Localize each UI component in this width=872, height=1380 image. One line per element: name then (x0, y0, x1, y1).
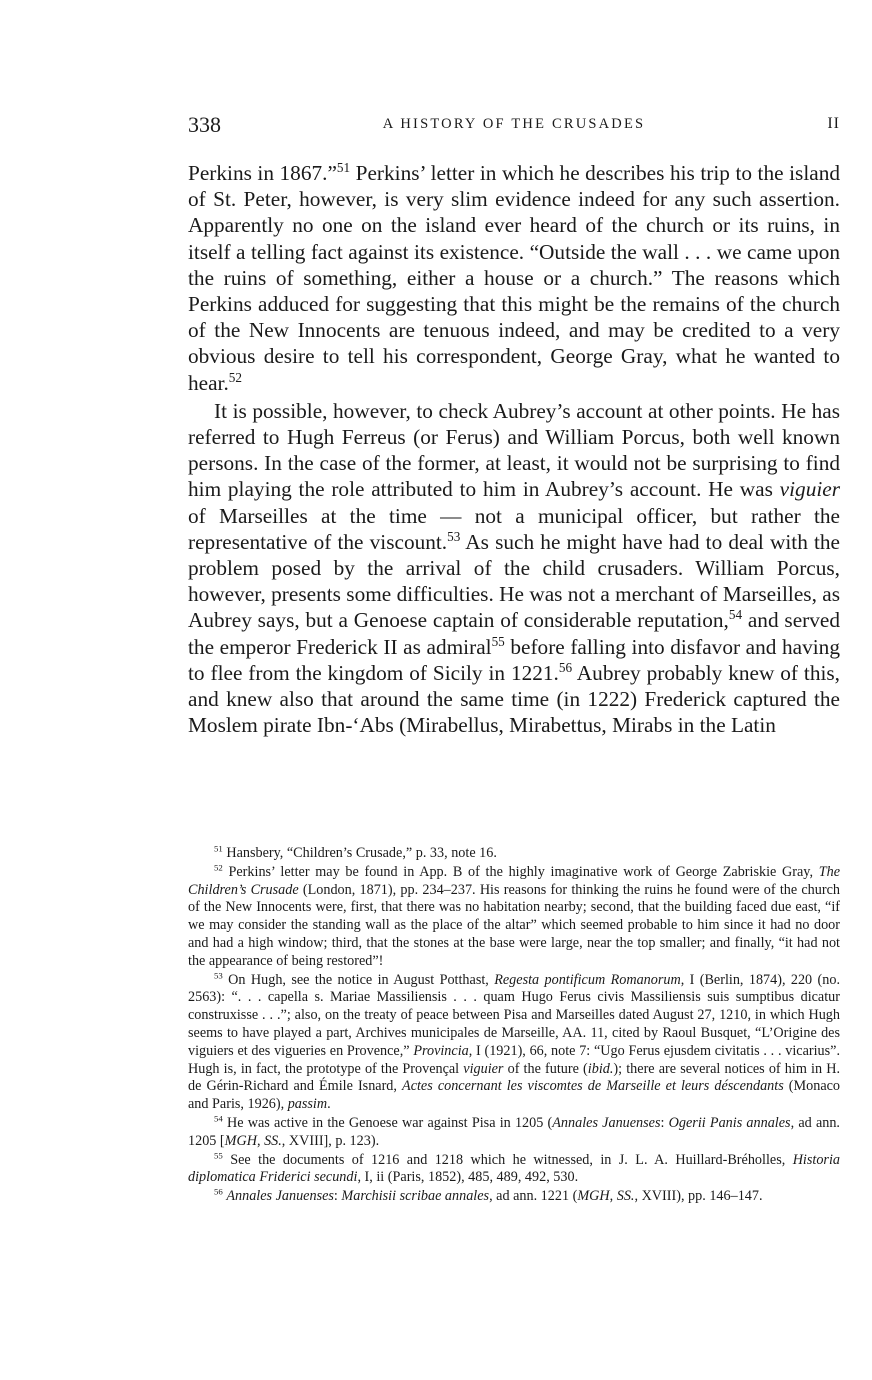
text-run: Perkins in 1867.” (188, 161, 337, 185)
text-run: of the future ( (503, 1060, 588, 1077)
footnote-55 (188, 1149, 840, 1188)
footnote-number: 53 (214, 969, 223, 980)
footnote-ref-52: 52 (228, 369, 242, 385)
italic-title: SS. (616, 1188, 635, 1205)
italic-title: MGH (224, 1132, 257, 1149)
text-run: ); there are several notices of him in H. de Gérin-Richard and Émile Isnard, (188, 1060, 840, 1095)
footnote-53 (188, 969, 841, 1114)
text-run: On Hugh, see the notice in August Potthast, (222, 971, 495, 988)
italic-term: viguier (779, 477, 840, 502)
footnote-number: 52 (214, 862, 223, 873)
book-page (188, 0, 840, 1380)
italic-title: Annales Januenses (552, 1114, 661, 1131)
text-run: : (333, 1188, 342, 1205)
text-run: , ad ann. 1205 [ (188, 1114, 840, 1149)
footnotes (188, 845, 840, 1206)
text-run: , I, ii (Paris, 1852), 485, 489, 492, 530. (357, 1169, 579, 1186)
italic-title: Actes concernant les viscomtes de Marseille et leurs déscendants (402, 1078, 784, 1095)
text-run: Hansbery, “Children’s Crusade,” p. 33, note 16. (222, 845, 497, 861)
paragraph-1 (188, 160, 840, 396)
text-run: , ad ann. 1221 ( (489, 1188, 578, 1205)
italic-title: Provincia (413, 1042, 469, 1059)
footnote-ref-51: 51 (336, 159, 351, 175)
text-run: Aubrey probably knew of this, and knew also that around the same time (in 1222) Frederick captured the Moslem pirate Ibn-‘Abs (Mirabellus, Mirabettus, Mirabs in the Latin (188, 660, 841, 738)
text-run: , (609, 1188, 617, 1205)
text-run: As such he might have had to deal with the problem posed by the arrival of the child crusaders. William Porcus, however, presents some difficulties. He was not a merchant of Marseilles, as Aubrey says, but a Genoese captain of considerable reputation, (188, 529, 841, 633)
footnote-56 (188, 1188, 840, 1206)
text-run: before falling into disfavor and having to flee from the kingdom of Sicily in 1221. (188, 634, 840, 685)
text-run: and served the emperor Frederick II as admiral (188, 608, 840, 659)
footnote-52 (188, 864, 840, 971)
footnote-number: 54 (214, 1113, 223, 1124)
text-run: Perkins’ letter in which he describes his trip to the island of St. Peter, however, is very slim evidence indeed for any such assertion. Apparently no one on the island ever heard of the church or its ruins, in itself a telling fact against its existence. “Outside the wall . . . we came upon the ruins of something, either a house or a church.” The reasons which Perkins adduced for suggesting that this might be the remains of the church of the New Innocents are tenuous indeed, and may be credited to a very obvious desire to tell his correspondent, George Gray, what he wanted to hear. (188, 161, 840, 395)
italic-title: Historia diplomatica Friderici secundi (188, 1151, 840, 1186)
italic-title: MGH (577, 1188, 610, 1205)
italic-title: Marchisii scribae annales (341, 1188, 490, 1205)
text-run: It is possible, however, to check Aubrey’s account at other points. He has referred to Hugh Ferreus (or Ferus) and William Porcus, both well known persons. In the case of the former, at least, it would not be surprising to find him playing the role attributed to him in Aubrey’s account. He was (188, 398, 840, 502)
page-header (188, 112, 840, 142)
footnote-ref-56: 56 (558, 659, 573, 675)
text-run: , I (Berlin, 1874), 220 (no. 2563): “. . . capella s. Mariae Massiliensis . . . quam Hugo Ferus civis Massiliensis suis sumptibus dicatur construxisse . . .”; also, on the treaty of peace between Pisa and Marseilles dated August 27, 1210, in which Hugh seems to have played a part, Archives municipales de Marseille, AA. 11, cited by Raoul Busquet, “L’Origine des viguiers et des vigueries en Provence,” (188, 971, 840, 1059)
italic-term: viguier (463, 1060, 504, 1077)
text-run: , (256, 1132, 265, 1149)
text-run: : (660, 1114, 669, 1131)
footnote-ref-54: 54 (728, 607, 743, 623)
italic-term: passim (287, 1096, 328, 1113)
main-text (188, 160, 840, 738)
volume-number: II (827, 115, 840, 132)
italic-title: SS. (264, 1132, 282, 1149)
text-run: He was active in the Genoese war against Pisa in 1205 ( (222, 1114, 553, 1131)
page-number: 338 (188, 112, 221, 137)
running-title: A HISTORY OF THE CRUSADES (382, 116, 646, 132)
italic-term: ibid. (587, 1060, 614, 1077)
italic-title: Regesta pontificum Romanorum (494, 971, 681, 988)
footnote-54 (188, 1115, 840, 1151)
footnote-number: 56 (214, 1186, 223, 1197)
text-run: See the documents of 1216 and 1218 which he witnessed, in J. L. A. Huillard-Bréholles, (222, 1151, 793, 1168)
footnote-ref-55: 55 (491, 633, 505, 649)
footnote-number: 55 (214, 1149, 223, 1160)
text-run: , I (1921), 66, note 7: “Ugo Ferus ejusdem civitatis . . . vicarius”. Hugh is, in fact, the prototype of the Provençal (188, 1042, 840, 1077)
footnote-51 (188, 845, 840, 863)
text-run: , XVIII), pp. 146–147. (634, 1188, 763, 1205)
footnote-number: 51 (214, 843, 223, 854)
text-run: (London, 1871), pp. 234–237. His reasons for thinking the ruins he found were of the church of the New Innocents were, first, that there was no habitation nearby; second, that the building faced due east, “if we may consider the standing wall as the place of the altar” which seemed probable to him since it had no door and had a high window; third, that the stones at the base were large, near the top smaller; and finally, “it had not the appearance of being restored”! (188, 881, 840, 969)
paragraph-2 (188, 398, 840, 739)
italic-title: The Children’s Crusade (188, 863, 840, 898)
italic-title: Ogerii Panis annales (668, 1114, 791, 1131)
text-run: Perkins’ letter may be found in App. B of the highly imaginative work of George Zabriskie Gray, (222, 863, 819, 880)
footnote-ref-53: 53 (447, 528, 461, 544)
text-run: , XVIII], p. 123). (281, 1132, 380, 1149)
italic-title: Annales Januenses (226, 1188, 334, 1205)
text-run: of Marseilles at the time — not a municipal officer, but rather the representative of the viscount. (188, 503, 840, 554)
text-run: (Monaco and Paris, 1926), (188, 1078, 841, 1113)
text-run: . (327, 1096, 331, 1113)
